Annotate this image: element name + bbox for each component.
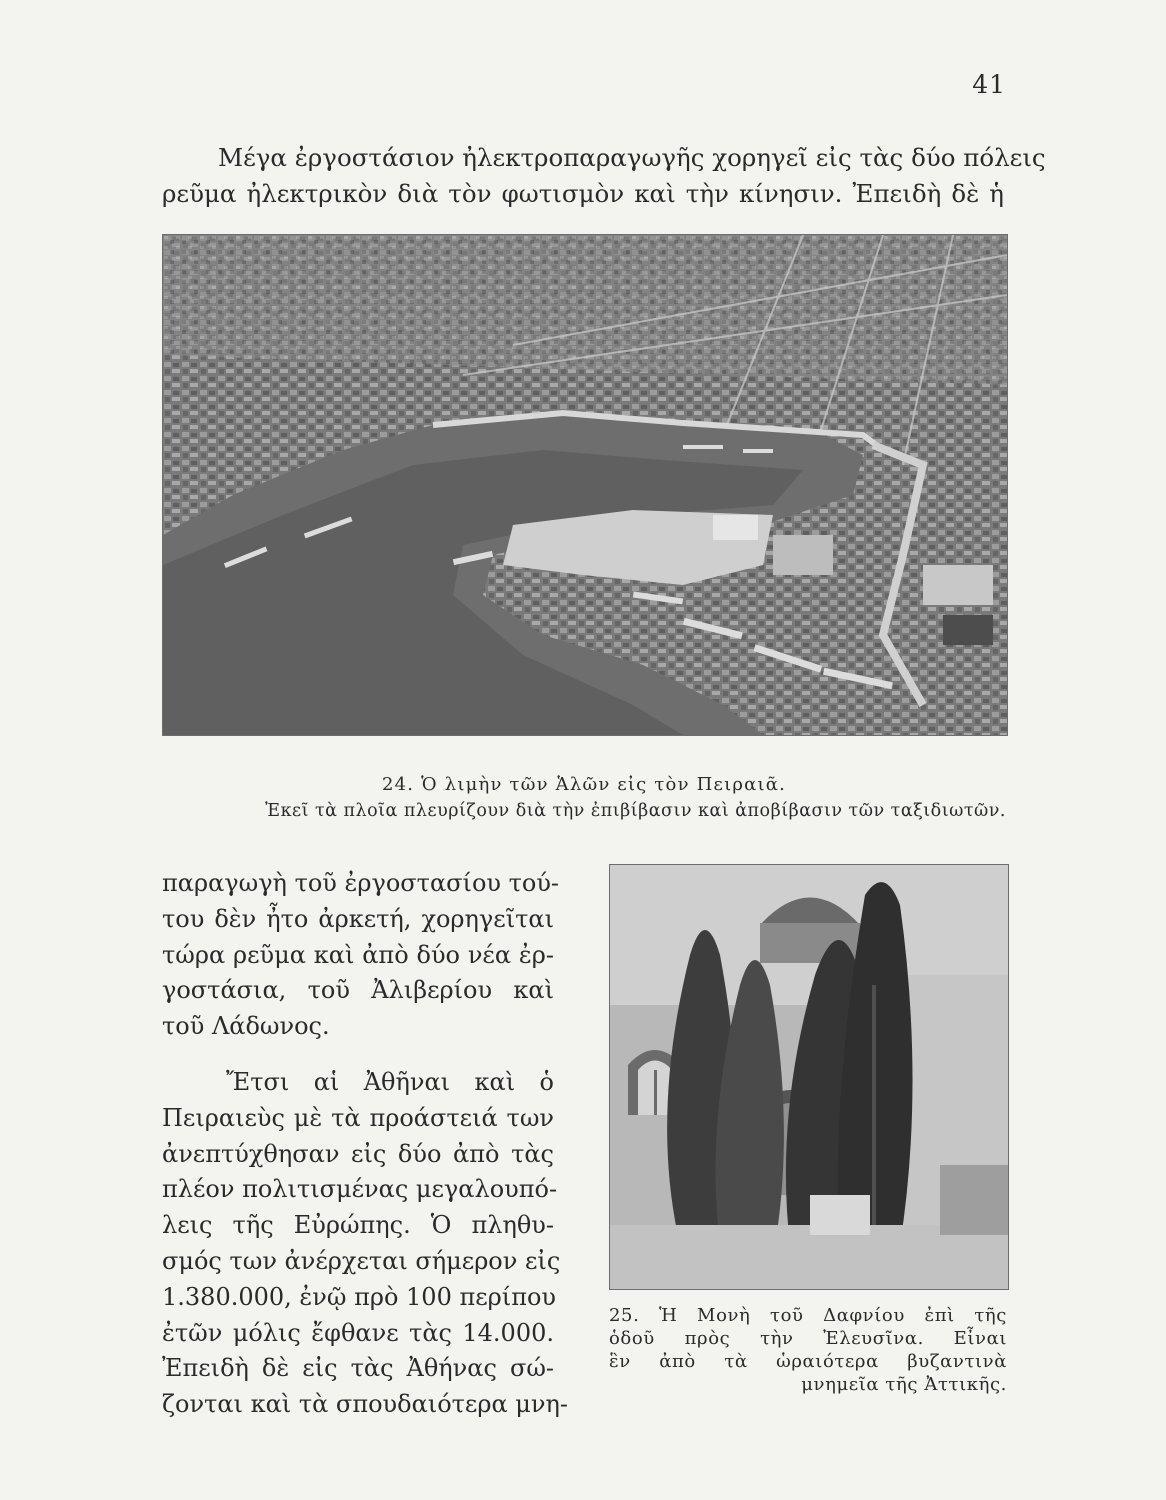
body-line: Ἔτσι αἱ Ἀθῆναι καὶ ὁ: [226, 1067, 554, 1096]
body-line: του δὲν ἦτο ἀρκετή, χορηγεῖται: [162, 904, 554, 933]
monastery-photo-illustration: [610, 865, 1008, 1289]
body-line: 1.380.000, ἐνῷ πρὸ 100 περίπου: [162, 1282, 557, 1311]
figure-25-caption: [609, 1304, 1007, 1396]
figure-24-caption-text: Ἐκεῖ τὰ πλοῖα πλευρίζουν διὰ τὴν ἐπιβίβασιν καὶ ἀποβίβασιν τῶν ταξιδιωτῶν.: [265, 801, 1006, 821]
harbor-aerial-photo: [162, 234, 1008, 736]
figure-25-caption-line: ἓν ἀπὸ τὰ ὡραιότερα βυζαντινὰ: [609, 1351, 1007, 1372]
figure-25-caption-line: ὁδοῦ πρὸς τὴν Ἐλευσῖνα. Εἶναι: [609, 1328, 1007, 1349]
figure-25-caption-line: 25. Ἡ Μονὴ τοῦ Δαφνίου ἐπὶ τῆς: [609, 1305, 1007, 1326]
figure-24-caption: [162, 772, 1006, 824]
body-line: λεις τῆς Εὐρώπης. Ὁ πληθυ-: [162, 1211, 554, 1240]
figure-24-caption-title: 24. Ὁ λιμὴν τῶν Ἁλῶν εἰς τὸν Πειραιᾶ.: [382, 774, 786, 795]
intro-line: Μέγα ἐργοστάσιον ἠλεκτροπαραγωγῆς χορηγεῖ εἰς τὰς δύο πόλεις: [218, 143, 1046, 172]
figure-25-caption-line: μνημεῖα τῆς Ἀττικῆς.: [801, 1374, 1007, 1395]
body-line: Ἐπειδὴ δὲ εἰς τὰς Ἀθήνας σώ-: [162, 1354, 554, 1383]
body-line: γοστάσια, τοῦ Ἀλιβερίου καὶ: [162, 976, 554, 1005]
body-line: παραγωγὴ τοῦ ἐργοστασίου τού-: [162, 869, 560, 897]
body-line: ἀνεπτύχθησαν εἰς δύο ἀπὸ τὰς: [162, 1139, 554, 1168]
body-line: τώρα ρεῦμα καὶ ἀπὸ δύο νέα ἐρ-: [162, 940, 554, 969]
intro-paragraph: [162, 140, 1046, 212]
body-line: ζονται καὶ τὰ σπουδαιότερα μνη-: [162, 1390, 568, 1419]
body-text-column: [162, 866, 568, 1423]
harbor-photo-illustration: [163, 235, 1007, 735]
body-line: ἐτῶν μόλις ἔφθανε τὰς 14.000.: [162, 1318, 554, 1347]
body-line: τοῦ Λάδωνος.: [162, 1012, 330, 1041]
page-number: 41: [972, 70, 1006, 99]
body-line: πλέον πολιτισμένας μεγαλουπό-: [162, 1175, 558, 1204]
body-line: Πειραιεὺς μὲ τὰ προάστειά των: [162, 1103, 554, 1132]
monastery-photo: [609, 864, 1009, 1290]
intro-line: ρεῦμα ἠλεκτρικὸν διὰ τὸν φωτισμὸν καὶ τὴν κίνησιν. Ἐπειδὴ δὲ ἡ: [162, 179, 1004, 208]
body-line: σμός των ἀνέρχεται σήμερον εἰς: [162, 1246, 561, 1275]
